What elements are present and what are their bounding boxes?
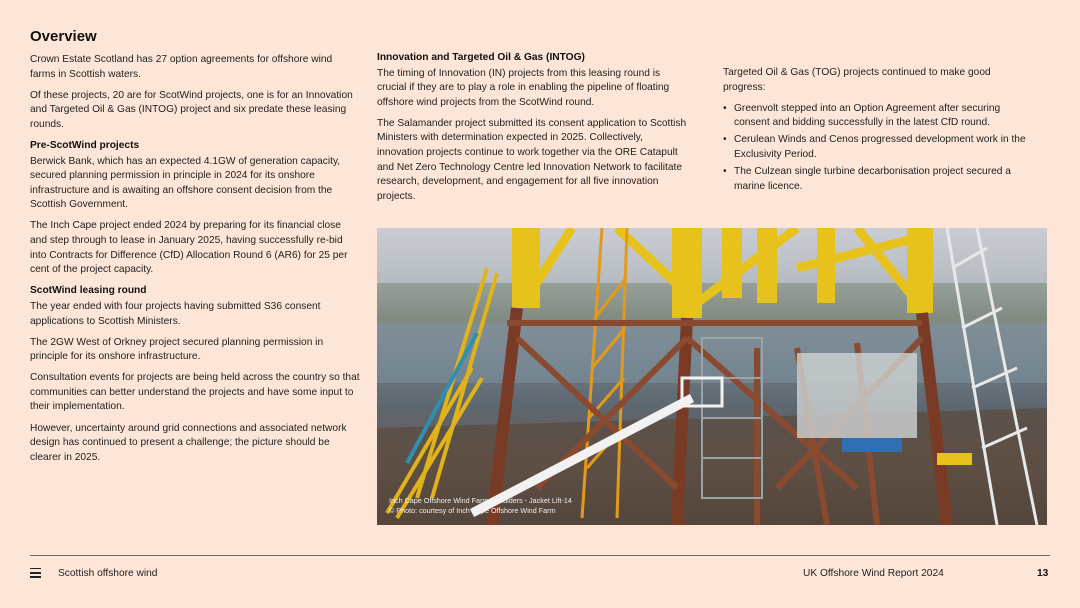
intro-paragraph-2: Of these projects, 20 are for ScotWind projects, one is for an Innovation and Targeted Oil & Gas (INTOG) project and six predate these leasing rounds.	[30, 89, 353, 130]
photo-caption-title: Inch Cape Offshore Wind Farm, Smulders - Jacket Lift-14	[389, 496, 572, 505]
scotwind-heading: ScotWind leasing round	[30, 285, 147, 297]
footer-divider	[30, 555, 1050, 556]
column-middle	[377, 51, 692, 211]
innovation-timing-paragraph: The timing of Innovation (IN) projects from this leasing round is crucial if they are to play a role in enabling the pipeline of floating offshore wind projects from the ScotWind round.	[377, 67, 670, 108]
column-right	[723, 66, 1033, 197]
jacket-lift-photo	[377, 228, 1047, 525]
page-title: Overview	[30, 28, 97, 45]
west-of-orkney-paragraph: The 2GW West of Orkney project secured planning permission in principle for its onshore infrastructure.	[30, 336, 324, 363]
pre-scotwind-heading: Pre-ScotWind projects	[30, 139, 140, 151]
s36-paragraph: The year ended with four projects having submitted S36 consent applications to Scottish Ministers.	[30, 300, 321, 327]
photo-credit: © Photo: courtesy of Inch Cape Offshore Wind Farm	[389, 506, 556, 515]
menu-icon[interactable]	[30, 568, 41, 578]
grid-uncertainty-paragraph: However, uncertainty around grid connections and associated network design has continued to present a challenge; the picture should be clearer in 2025.	[30, 422, 347, 463]
list-item: • Greenvolt stepped into an Option Agreement after securing consent and bidding successfully in the latest CfD round.	[723, 102, 1001, 129]
section-link[interactable]: Scottish offshore wind	[58, 568, 158, 579]
tog-bullet-list	[723, 102, 1033, 195]
tog-intro-paragraph: Targeted Oil & Gas (TOG) projects continued to make good progress:	[723, 67, 991, 93]
intro-paragraph-1: Crown Estate Scotland has 27 option agreements for offshore wind farms in Scottish waters.	[30, 54, 333, 80]
bullet-icon: •	[723, 166, 727, 178]
intog-heading: Innovation and Targeted Oil & Gas (INTOG)	[377, 52, 585, 63]
inch-cape-paragraph: The Inch Cape project ended 2024 by preparing for its financial close and step through to lease in January 2025, having successfully re-bid into Contracts for Difference (CfD) Allocation Round 6 (AR6) for 25 per cent of the project capacity.	[30, 220, 348, 276]
list-item: • The Culzean single turbine decarbonisation project secured a marine licence.	[723, 166, 1011, 192]
column-left	[30, 53, 360, 472]
salamander-paragraph: The Salamander project submitted its consent application to Scottish Ministers with determination expected in 2025. Collectively, innovation projects continue to work together via the ORE Catapult and Net Zero Technology Centre led Innovation Network to facilitate research, development, and engagement for all five innovation projects.	[377, 117, 687, 202]
jacket-structure-illustration	[377, 228, 1047, 525]
bullet-icon: •	[723, 102, 727, 114]
page-number: 13	[1037, 568, 1049, 579]
bullet-icon: •	[723, 134, 727, 146]
consultation-paragraph: Consultation events for projects are being held across the country so that communities can better understand the projects and have some input to their implementation.	[30, 372, 360, 413]
list-item: • Cerulean Winds and Cenos progressed development work in the Exclusivity Period.	[723, 134, 1026, 160]
berwick-bank-paragraph: Berwick Bank, which has an expected 4.1GW of generation capacity, secured planning permission in principle in 2024 for its onshore infrastructure and is awaiting an offshore consent decision from the Scottish Government.	[30, 155, 341, 211]
report-title: UK Offshore Wind Report 2024	[803, 568, 944, 579]
photo-caption	[389, 496, 572, 516]
